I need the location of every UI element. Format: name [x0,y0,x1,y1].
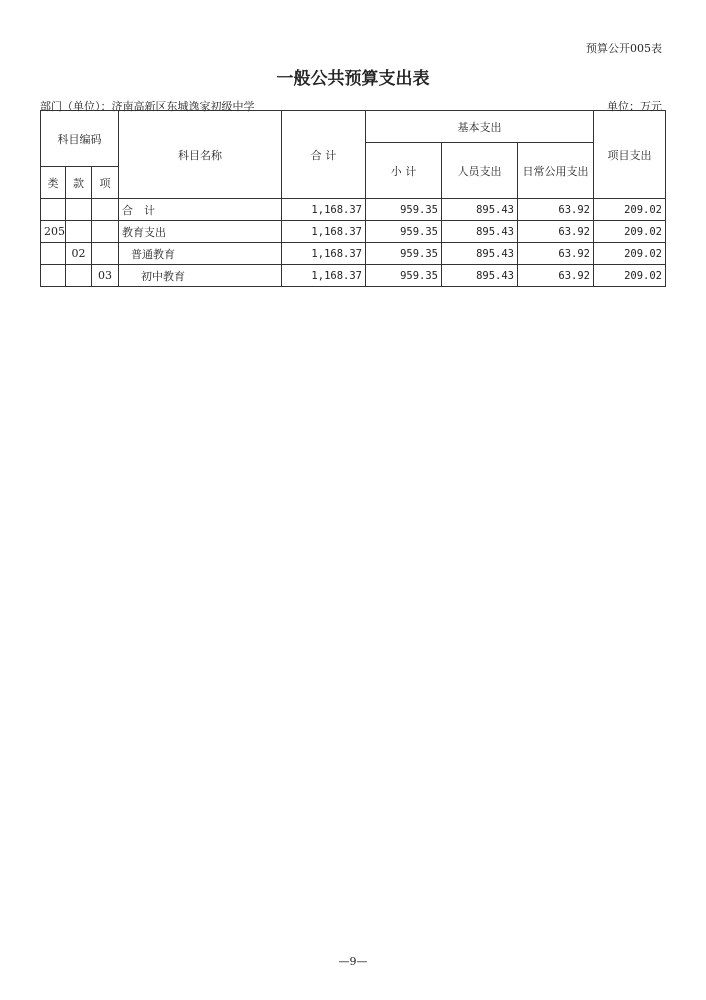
header-kuan: 款 [66,167,92,199]
header-routine: 日常公用支出 [518,143,594,199]
cell-personnel: 895.43 [442,221,518,243]
cell-subtotal: 959.35 [366,243,442,265]
cell-xiang [92,199,119,221]
header-subject-code: 科目编码 [41,111,119,167]
cell-kuan [66,199,92,221]
cell-personnel: 895.43 [442,265,518,287]
header-lei: 类 [41,167,66,199]
header-basic: 基本支出 [366,111,594,143]
header-subject-name: 科目名称 [119,111,282,199]
header-xiang: 项 [92,167,119,199]
cell-routine: 63.92 [518,199,594,221]
cell-kuan [66,265,92,287]
cell-subtotal: 959.35 [366,265,442,287]
cell-project: 209.02 [594,243,666,265]
header-personnel: 人员支出 [442,143,518,199]
cell-xiang: 03 [92,265,119,287]
cell-lei [41,243,66,265]
cell-lei [41,199,66,221]
form-code: 预算公开005表 [586,42,662,55]
cell-personnel: 895.43 [442,199,518,221]
table-row [41,265,666,287]
cell-subtotal: 959.35 [366,199,442,221]
cell-total: 1,168.37 [282,243,366,265]
table-row [41,199,666,221]
cell-total: 1,168.37 [282,221,366,243]
header-project: 项目支出 [594,111,666,199]
cell-lei [41,265,66,287]
cell-routine: 63.92 [518,265,594,287]
cell-personnel: 895.43 [442,243,518,265]
cell-total: 1,168.37 [282,265,366,287]
page-number: —9— [338,955,368,968]
cell-xiang [92,221,119,243]
table-row [41,243,666,265]
cell-subtotal: 959.35 [366,221,442,243]
header-total: 合 计 [282,111,366,199]
cell-project: 209.02 [594,199,666,221]
cell-name: 教育支出 [119,221,282,243]
cell-kuan [66,221,92,243]
department-label: 部门（单位）：济南高新区东城逸家初级中学 [40,100,255,113]
budget-table [40,110,666,287]
table-row [41,221,666,243]
cell-name: 合 计 [119,199,282,221]
cell-routine: 63.92 [518,243,594,265]
cell-routine: 63.92 [518,221,594,243]
cell-name: 普通教育 [119,243,282,265]
cell-xiang [92,243,119,265]
cell-name: 初中教育 [119,265,282,287]
header-subtotal: 小 计 [366,143,442,199]
page-title: 一般公共预算支出表 [276,69,430,89]
unit-label: 单位：万元 [607,100,662,113]
cell-kuan: 02 [66,243,92,265]
cell-project: 209.02 [594,221,666,243]
cell-lei: 205 [41,221,66,243]
cell-total: 1,168.37 [282,199,366,221]
cell-project: 209.02 [594,265,666,287]
